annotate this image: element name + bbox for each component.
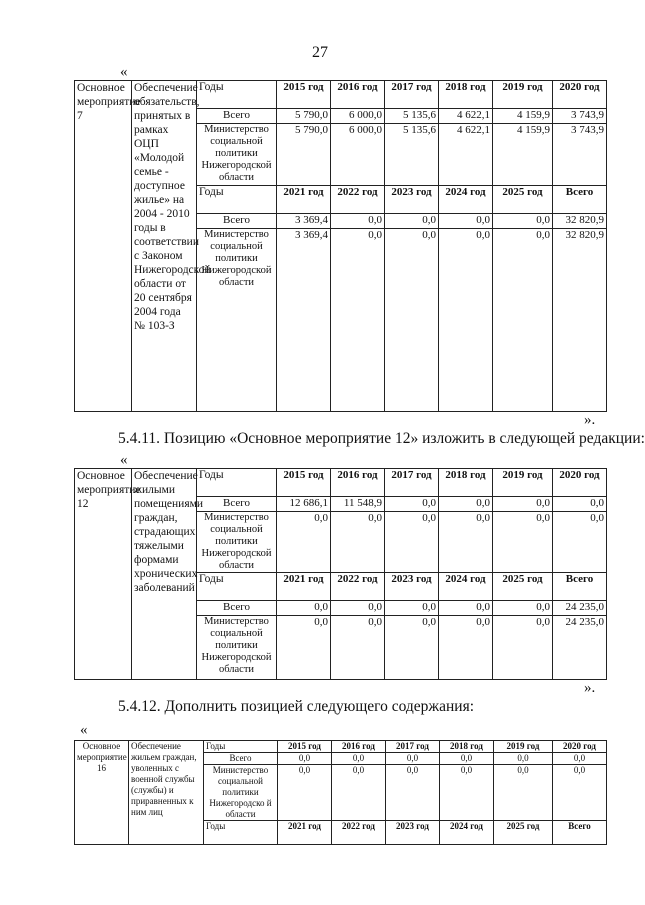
year-header: 2020 год — [553, 81, 607, 109]
total-value: 0,0 — [385, 497, 439, 512]
table-main-event-16 — [74, 740, 607, 845]
total-value: 12 686,1 — [277, 497, 331, 512]
ministry-value: 32 820,9 — [553, 229, 607, 412]
year-header: 2023 год — [385, 186, 439, 214]
year-header: 2019 год — [493, 469, 553, 497]
total-label: Всего — [197, 109, 277, 124]
table-main-event-12 — [74, 468, 607, 680]
ministry-label: Министерство социальной политики Нижегородско й области — [204, 765, 278, 821]
ministry-value: 0,0 — [385, 616, 439, 680]
total-label: Всего — [204, 753, 278, 765]
total-value: 0,0 — [386, 753, 440, 765]
ministry-value: 0,0 — [439, 229, 493, 412]
total-value: 0,0 — [277, 601, 331, 616]
ministry-label: Министерство социальной политики Нижегородской области — [197, 124, 277, 186]
total-value: 0,0 — [385, 601, 439, 616]
ministry-value: 5 135,6 — [385, 124, 439, 186]
event-description-cell: Обеспечение жилыми помещениями граждан, страдающих тяжелыми формами хронических заболеваний — [132, 469, 197, 680]
table-main-event-7 — [74, 80, 607, 412]
ministry-label: Министерство социальной политики Нижегородской области — [197, 512, 277, 573]
total-value: 0,0 — [493, 497, 553, 512]
total-value: 0,0 — [439, 601, 493, 616]
year-header: 2016 год — [331, 81, 385, 109]
ministry-value: 0,0 — [553, 765, 607, 821]
year-header: 2023 год — [385, 573, 439, 601]
ministry-value: 0,0 — [278, 765, 332, 821]
total-value: 0,0 — [553, 497, 607, 512]
ministry-value: 0,0 — [277, 616, 331, 680]
ministry-value: 0,0 — [386, 765, 440, 821]
ministry-value: 0,0 — [385, 512, 439, 573]
year-header: 2018 год — [440, 741, 494, 753]
ministry-value: 0,0 — [331, 512, 385, 573]
year-header: 2022 год — [332, 821, 386, 845]
total-value: 0,0 — [331, 601, 385, 616]
total-value: 3 369,4 — [277, 214, 331, 229]
years-label: Годы — [197, 81, 277, 109]
years-label: Годы — [204, 821, 278, 845]
total-value: 0,0 — [332, 753, 386, 765]
ministry-value: 0,0 — [494, 765, 553, 821]
year-header: 2021 год — [277, 573, 331, 601]
total-value: 0,0 — [385, 214, 439, 229]
ministry-value: 5 790,0 — [277, 124, 331, 186]
total-header: Всего — [553, 186, 607, 214]
total-value: 6 000,0 — [331, 109, 385, 124]
year-header: 2017 год — [385, 469, 439, 497]
total-value: 0,0 — [493, 601, 553, 616]
event-description-cell: Обеспечение обязательств, принятых в рамках ОЦП «Молодой семье - доступное жилье» на 2004 - 2010 годы в соответствии с Законом Нижегородской области от 20 сентября 2004 года № 103-З — [132, 81, 197, 412]
total-label: Всего — [197, 497, 277, 512]
years-label: Годы — [197, 186, 277, 214]
ministry-value: 0,0 — [331, 229, 385, 412]
ministry-value: 0,0 — [493, 512, 553, 573]
year-header: 2023 год — [386, 821, 440, 845]
ministry-value: 0,0 — [440, 765, 494, 821]
total-value: 5 790,0 — [277, 109, 331, 124]
ministry-value: 0,0 — [439, 512, 493, 573]
total-value: 11 548,9 — [331, 497, 385, 512]
ministry-value: 0,0 — [277, 512, 331, 573]
total-value: 0,0 — [331, 214, 385, 229]
year-header: 2016 год — [332, 741, 386, 753]
ministry-value: 0,0 — [439, 616, 493, 680]
total-value: 4 159,9 — [493, 109, 553, 124]
total-value: 0,0 — [494, 753, 553, 765]
total-header: Всего — [553, 573, 607, 601]
ministry-value: 0,0 — [493, 616, 553, 680]
year-header: 2017 год — [385, 81, 439, 109]
paragraph-5-4-12: 5.4.12. Дополнить позицией следующего содержания: — [118, 698, 475, 715]
year-header: 2018 год — [439, 469, 493, 497]
closing-quote: ». — [584, 680, 596, 696]
year-header: 2019 год — [494, 741, 553, 753]
event-name-cell: Основное мероприятие 16 — [75, 741, 129, 845]
year-header: 2024 год — [439, 573, 493, 601]
year-header: 2021 год — [277, 186, 331, 214]
event-description-cell: Обеспечение жильем граждан, уволенных с военной службы (службы) и приравненных к ним лиц — [129, 741, 204, 845]
years-label: Годы — [197, 573, 277, 601]
total-value: 0,0 — [440, 753, 494, 765]
total-value: 3 743,9 — [553, 109, 607, 124]
total-value: 0,0 — [278, 753, 332, 765]
ministry-value: 0,0 — [332, 765, 386, 821]
years-label: Годы — [204, 741, 278, 753]
total-value: 0,0 — [439, 497, 493, 512]
total-header: Всего — [553, 821, 607, 845]
year-header: 2022 год — [331, 573, 385, 601]
event-name-cell: Основное мероприятие 7 — [75, 81, 132, 412]
year-header: 2025 год — [494, 821, 553, 845]
year-header: 2020 год — [553, 469, 607, 497]
total-value: 0,0 — [553, 753, 607, 765]
year-header: 2017 год — [386, 741, 440, 753]
total-value: 0,0 — [493, 214, 553, 229]
year-header: 2019 год — [493, 81, 553, 109]
ministry-value: 4 622,1 — [439, 124, 493, 186]
closing-quote: ». — [584, 412, 596, 428]
ministry-label: Министерство социальной политики Нижегородской области — [197, 616, 277, 680]
year-header: 2020 год — [553, 741, 607, 753]
ministry-value: 0,0 — [493, 229, 553, 412]
years-label: Годы — [197, 469, 277, 497]
year-header: 2024 год — [439, 186, 493, 214]
ministry-value: 0,0 — [553, 512, 607, 573]
ministry-value: 0,0 — [385, 229, 439, 412]
year-header: 2018 год — [439, 81, 493, 109]
year-header: 2025 год — [493, 186, 553, 214]
total-value: 0,0 — [439, 214, 493, 229]
total-value: 32 820,9 — [553, 214, 607, 229]
total-value: 4 622,1 — [439, 109, 493, 124]
paragraph-5-4-11: 5.4.11. Позицию «Основное мероприятие 12» изложить в следующей редакции: — [118, 430, 645, 447]
event-name-cell: Основное мероприятие 12 — [75, 469, 132, 680]
ministry-value: 3 369,4 — [277, 229, 331, 412]
opening-quote: « — [80, 722, 88, 738]
ministry-value: 4 159,9 — [493, 124, 553, 186]
year-header: 2015 год — [277, 469, 331, 497]
year-header: 2015 год — [278, 741, 332, 753]
ministry-label: Министерство социальной политики Нижегородской области — [197, 229, 277, 412]
page-number: 27 — [312, 44, 328, 61]
total-value: 24 235,0 — [553, 601, 607, 616]
year-header: 2016 год — [331, 469, 385, 497]
ministry-value: 3 743,9 — [553, 124, 607, 186]
ministry-value: 6 000,0 — [331, 124, 385, 186]
opening-quote: « — [120, 64, 128, 80]
ministry-value: 0,0 — [331, 616, 385, 680]
opening-quote: « — [120, 452, 128, 468]
year-header: 2025 год — [493, 573, 553, 601]
year-header: 2024 год — [440, 821, 494, 845]
total-value: 5 135,6 — [385, 109, 439, 124]
year-header: 2015 год — [277, 81, 331, 109]
total-label: Всего — [197, 214, 277, 229]
year-header: 2021 год — [278, 821, 332, 845]
ministry-value: 24 235,0 — [553, 616, 607, 680]
year-header: 2022 год — [331, 186, 385, 214]
total-label: Всего — [197, 601, 277, 616]
